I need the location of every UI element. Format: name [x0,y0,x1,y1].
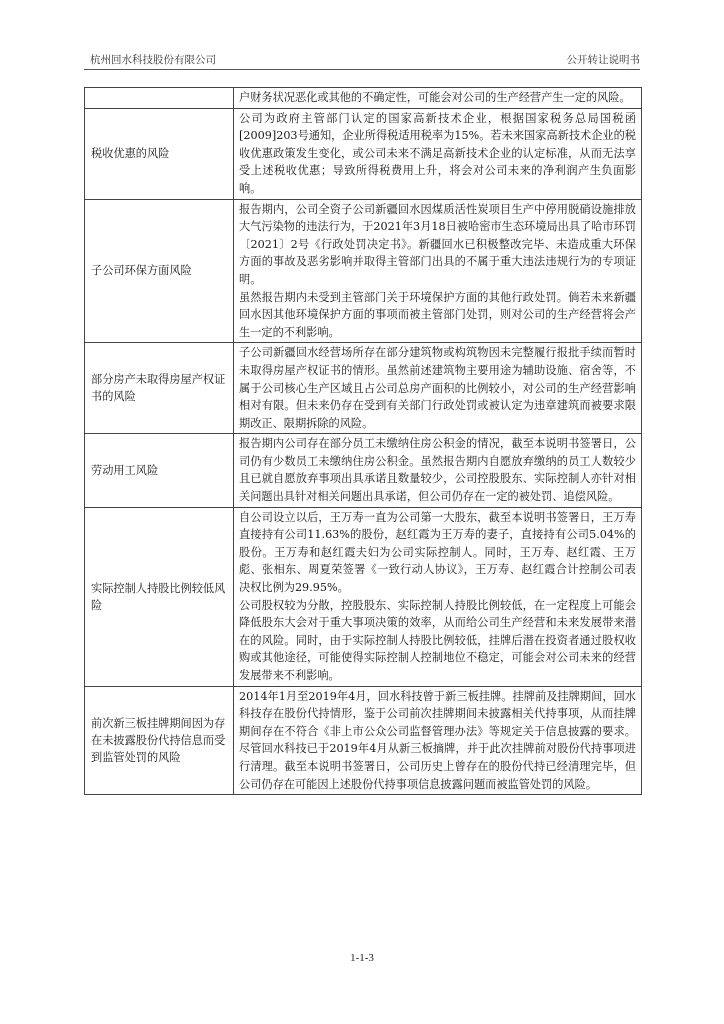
risk-factor-table [84,87,642,795]
risk-name: 部分房产未取得房屋产权证书的风险 [85,343,234,434]
risk-name: 子公司环保方面风险 [85,199,234,343]
risk-name: 前次新三板挂牌期间因为存在未披露股份代持信息而受到监管处罚的风险 [85,686,234,795]
table-row [85,507,642,686]
page-header [84,52,640,68]
company-name: 杭州回水科技股份有限公司 [90,54,216,66]
risk-paragraph: 报告期内公司存在部分员工未缴纳住房公积金的情况，截至本说明书签署日，公司仍有少数员工未缴纳住房公积金。虽然报告期内自愿放弃缴纳的员工人数较少且已就自愿放弃事项出具承诺且数量较少，公司控股股东、实际控制人亦针对相关问题出具针对相关问题出具承诺，但公司仍存在一定的被处罚、追偿风险。 [239,437,636,504]
risk-description [234,507,642,686]
table-row [85,434,642,507]
risk-description [234,88,642,109]
risk-paragraph: 自公司设立以后，王万寿一直为公司第一大股东，截至本说明书签署日，王万寿直接持有公司11.63%的股份，赵红霞为王万寿的妻子，直接持有公司5.04%的股份。王万寿和赵红霞夫妇为公司实际控制人。同时，王万寿、赵红霞、王万彪、张相东、周夏荣签署《一致行动人协议》，王万寿、赵红霞合计控制公司表决权比例为29.95%。 [239,510,636,595]
risk-description [234,199,642,343]
page-number: 1-1-3 [350,952,374,964]
risk-name: 实际控制人持股比例较低风险 [85,507,234,686]
risk-paragraph: 子公司新疆回水经营场所存在部分建筑物或构筑物因未完整履行报批手续而暂时未取得房屋产权证书的情形。虽然前述建筑物主要用途为辅助设施、宿舍等，不属于公司核心生产区域且占公司总房产面积的比例较小，对公司的生产经营影响相对有限。但未来仍存在受到有关部门行政处罚或被认定为违章建筑而被要求限期改正、限期拆除的风险。 [239,346,636,430]
table-row [85,108,642,199]
risk-paragraph: 虽然报告期内未受到主管部门关于环境保护方面的其他行政处罚。倘若未来新疆回水因其他环境保护方面的事项而被主管部门处罚，则对公司的生产经营将会产生一定的不利影响。 [239,290,636,339]
risk-paragraph: 公司股权较为分散，控股股东、实际控制人持股比例较低，在一定程度上可能会降低股东大会对于重大事项决策的效率，从而给公司生产经营和未来发展带来潜在的风险。同时，由于实际控制人持股比例较低，挂牌后潜在投资者通过股权收购或其他途径，可能使得实际控制人控制地位不稳定，可能会对公司未来的经营发展带来不利影响。 [239,598,636,682]
risk-description [234,108,642,199]
risk-description [234,686,642,795]
table-row [85,686,642,795]
table-row [85,88,642,109]
risk-paragraph: 2014年1月至2019年4月，回水科技曾于新三板挂牌。挂牌前及挂牌期间，回水科技存在股份代持情形，鉴于公司前次挂牌期间未披露相关代持事项，从而挂牌期间存在不符合《非上市公众公司监督管理办法》等规定关于信息披露的要求。尽管回水科技已于2019年4月从新三板摘牌，并于此次挂牌前对股份代持事项进行清理。截至本说明书签署日，公司历史上曾存在的股份代持已经清理完毕，但公司仍存在可能因上述股份代持事项信息披露问题而被监管处罚的风险。 [239,689,636,791]
risk-name: 劳动用工风险 [85,434,234,507]
table-row [85,343,642,434]
risk-paragraph: 户财务状况恶化或其他的不确定性，可能会对公司的生产经营产生一定的风险。 [239,91,631,104]
header-divider [84,69,640,70]
risk-name [85,88,234,109]
document-title: 公开转让说明书 [566,54,640,66]
risk-description [234,343,642,434]
risk-name: 税收优惠的风险 [85,108,234,199]
risk-paragraph: 公司为政府主管部门认定的国家高新技术企业，根据国家税务总局国税函[2009]203号通知，企业所得税适用税率为15%。若未来国家高新技术企业的税收优惠政策发生变化，或公司未来不满足高新技术企业的认定标准，从而无法享受上述税收优惠；导致所得税费用上升，将会对公司未来的净利润产生负面影响。 [239,111,636,195]
table-row [85,199,642,343]
risk-description [234,434,642,507]
risk-paragraph: 报告期内，公司全资子公司新疆回水因煤质活性炭项目生产中停用脱硝设施排放大气污染物的违法行为，于2021年3月18日被哈密市生态环境局出具了哈市环罚〔2021〕2号《行政处罚决定书》。新疆回水已积极整改完毕、未造成重大环保方面的事故及恶劣影响并取得主管部门出具的不属于重大违法违规行为的专项证明。 [239,202,636,286]
